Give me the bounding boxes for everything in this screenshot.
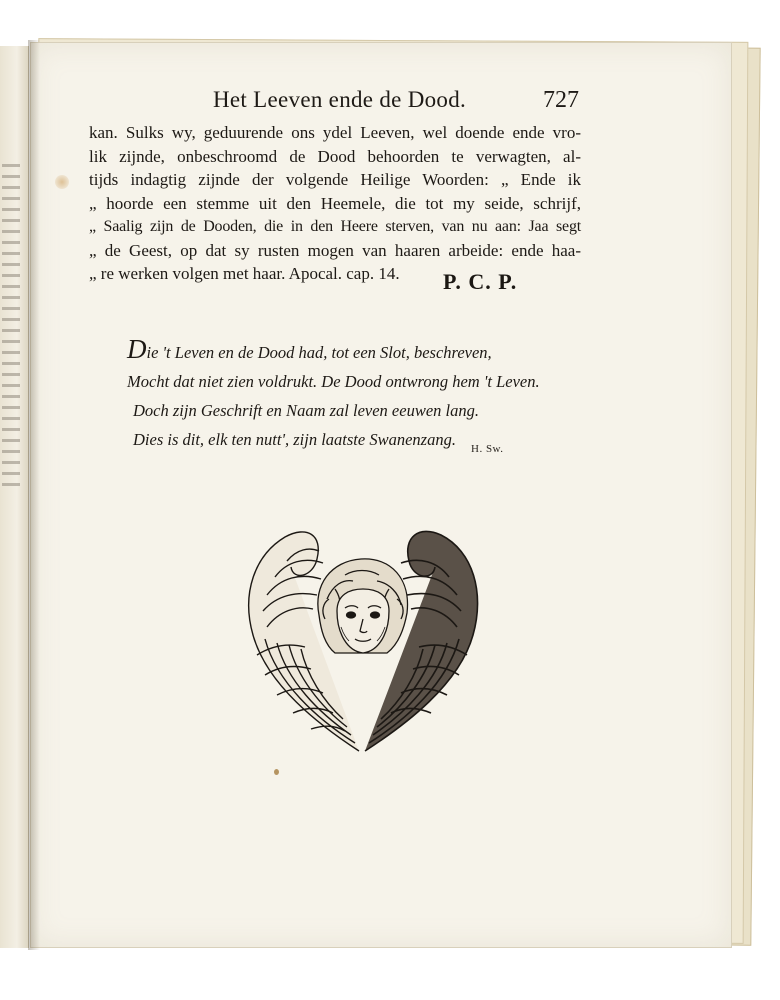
body-line: „ re werken volgen met haar. Apocal. cap. 14. (89, 264, 400, 283)
drop-cap: D (127, 334, 147, 364)
paper-speck (274, 769, 279, 775)
poem (127, 335, 557, 454)
poem-line: Doch zijn Geschrift en Naam zal leven eeuwen lang. (133, 401, 479, 420)
gutter-shadow (28, 40, 40, 950)
winged-cherub-head-icon (227, 515, 497, 755)
body-line: lik zijnde, onbeschroomd de Dood behoorden te verwagten, al- (89, 146, 581, 166)
body-line: „ Saalig zijn de Dooden, die in den Heere sterven, van nu aan: Jaa segt (89, 218, 581, 235)
poem-line (127, 335, 557, 367)
poem-signature: H. Sw. (471, 443, 504, 455)
left-page-edge (0, 46, 29, 948)
running-title: Het Leeven ende de Dood. (213, 87, 467, 112)
body-line: „ de Geest, op dat sy rusten mogen van haaren arbeide: ende haa- (89, 240, 581, 260)
author-initials: P. C. P. (443, 269, 518, 294)
body-line: kan. Sulks wy, geduurende ons ydel Leeven, wel doende ende vro- (89, 123, 581, 142)
body-line: tijds indagtig zijnde der volgende Heilige Woorden: „ Ende ik (89, 170, 581, 189)
paper-stain (55, 175, 69, 189)
poem-line: Mocht dat niet zien voldrukt. De Dood ontwrong hem 't Leven. (127, 372, 540, 391)
poem-line-text: ie 't Leven en de Dood had, tot een Slot, beschreven, (146, 343, 492, 362)
left-page-text-fragment (2, 156, 20, 494)
body-text (89, 121, 581, 286)
book-page (30, 42, 732, 948)
poem-line: Dies is dit, elk ten nutt', zijn laatste Swanenzang. (133, 430, 456, 449)
running-head (31, 87, 731, 117)
page-number: 727 (543, 87, 579, 113)
body-line: „ hoorde een stemme uit den Heemele, die tot my seide, schrijf, (89, 193, 581, 213)
